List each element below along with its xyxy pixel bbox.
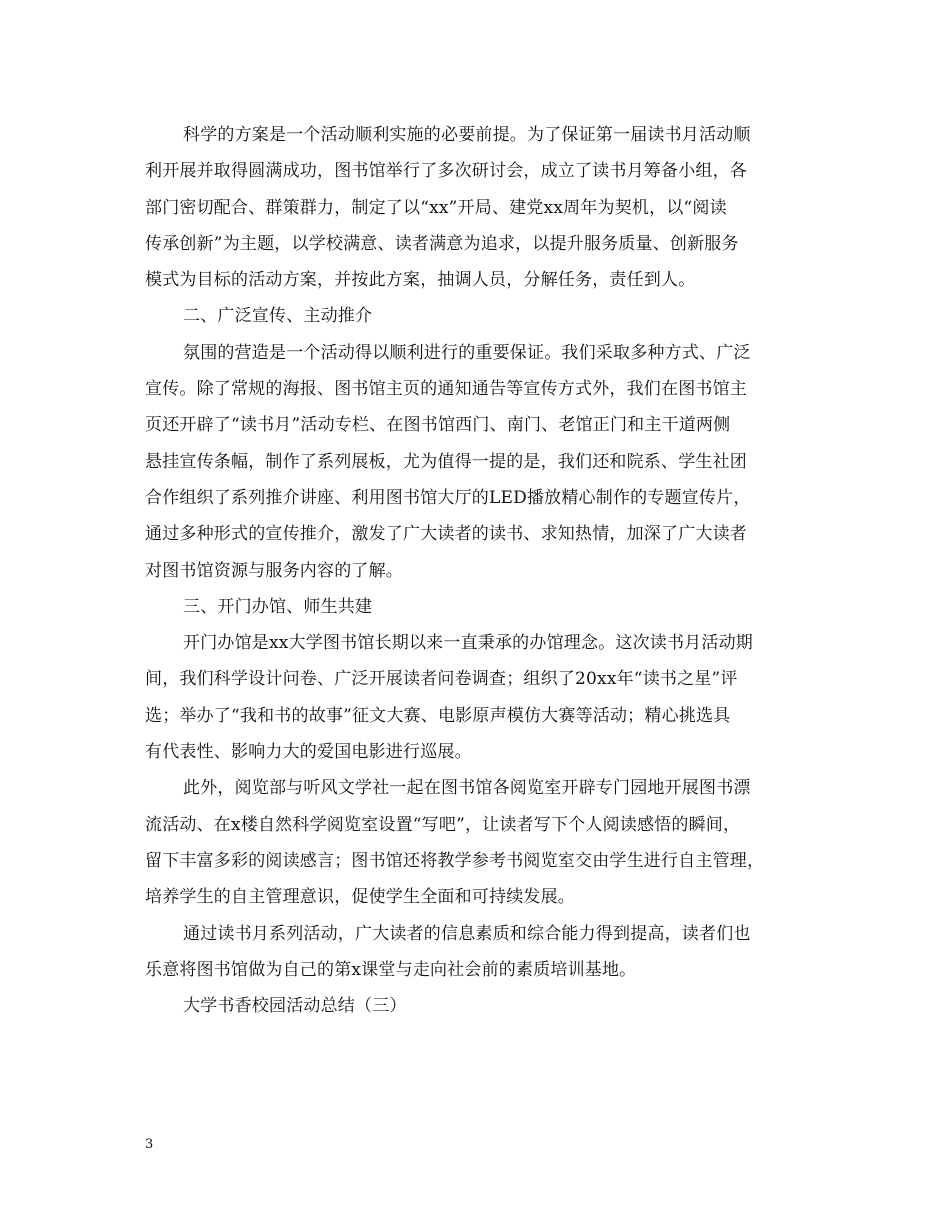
text-line: 乐意将图书馆做为自己的第x课堂与走向社会前的素质培训基地。 <box>145 959 637 980</box>
text-line: 对图书馆资源与服务内容的了解。 <box>145 560 403 581</box>
document-body <box>145 117 807 1024</box>
text-line: 留下丰富多彩的阅读感言；图书馆还将教学参考书阅览室交由学生进行自主管理， <box>145 850 765 871</box>
text-line: 此外，阅览部与听风文学社一起在图书馆各阅览室开辟专门园地开展图书漂 <box>183 778 751 799</box>
section-heading: 三、开门办馆、师生共建 <box>183 596 373 617</box>
text-line: 开门办馆是xx大学图书馆长期以来一直秉承的办馆理念。这次读书月活动期 <box>183 633 753 654</box>
text-line: 合作组织了系列推介讲座、利用图书馆大厅的LED播放精心制作的专题宣传片， <box>145 487 751 508</box>
section-heading: 二、广泛宣传、主动推介 <box>183 306 373 327</box>
section-title: 大学书香校园活动总结（三） <box>183 996 407 1017</box>
text-line: 通过多种形式的宣传推介，激发了广大读者的读书、求知热情，加深了广大读者 <box>145 524 747 545</box>
text-line: 选；举办了“我和书的故事”征文大赛、电影原声模仿大赛等活动；精心挑选具 <box>145 705 731 726</box>
text-line: 有代表性、影响力大的爱国电影进行巡展。 <box>145 742 472 763</box>
text-line: 氛围的营造是一个活动得以顺利进行的重要保证。我们采取多种方式、广泛 <box>183 342 751 363</box>
text-line: 部门密切配合、群策群力，制定了以“xx”开局、建党xx周年为契机，以“阅读 <box>145 197 727 218</box>
text-line: 流活动、在x楼自然科学阅览室设置“写吧”，让读者写下个人阅读感悟的瞬间， <box>145 814 741 835</box>
text-line: 悬挂宣传条幅，制作了系列展板，尤为值得一提的是，我们还和院系、学生社团 <box>145 451 747 472</box>
text-line: 通过读书月系列活动，广大读者的信息素质和综合能力得到提高，读者们也 <box>183 923 751 944</box>
text-line: 培养学生的自主管理意识，促使学生全面和可持续发展。 <box>145 887 575 908</box>
text-line: 页还开辟了“读书月”活动专栏、在图书馆西门、南门、老馆正门和主干道两侧 <box>145 415 731 436</box>
text-line: 科学的方案是一个活动顺利实施的必要前提。为了保证第一届读书月活动顺 <box>183 125 751 145</box>
page-number: 3 <box>145 1137 154 1152</box>
text-line: 间，我们科学设计问卷、广泛开展读者问卷调查；组织了20xx年“读书之星”评 <box>145 669 738 690</box>
text-line: 传承创新”为主题，以学校满意、读者满意为追求，以提升服务质量、创新服务 <box>145 233 739 254</box>
text-line: 利开展并取得圆满成功，图书馆举行了多次研讨会，成立了读书月筹备小组，各 <box>145 161 747 182</box>
text-line: 模式为目标的活动方案，并按此方案，抽调人员，分解任务，责任到人。 <box>145 270 696 291</box>
text-line: 宣传。除了常规的海报、图书馆主页的通知通告等宣传方式外，我们在图书馆主 <box>145 379 747 400</box>
